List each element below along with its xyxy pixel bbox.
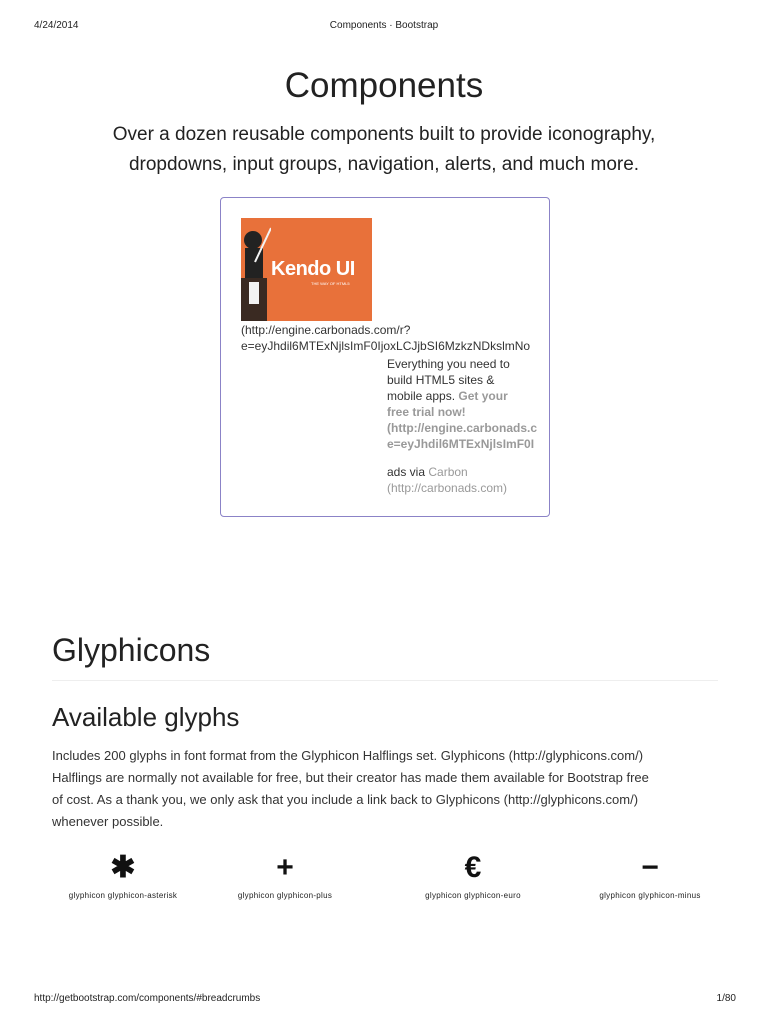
glyph-label: glyphicon glyphicon-minus [599, 891, 701, 900]
page-title: Components [284, 66, 484, 105]
ad-text [387, 356, 550, 452]
glyph-item-asterisk [43, 850, 203, 900]
kendo-warrior-illustration [241, 218, 271, 321]
glyphicons-description: Includes 200 glyphs in font format from the Glyphicon Halflings set. Glyphicons (http://glyphicons.com/) Halflings are normally not available for free, but their creator has made them available for Bootstrap free of cost. As a thank you, we only ask that you include a link back to Glyphicons (http://glyphicons.com/) whenever possible. [52, 748, 649, 829]
glyphicons-heading: Glyphicons [52, 632, 211, 668]
available-glyphs-heading: Available glyphs [52, 702, 240, 732]
print-footer-url: http://getbootstrap.com/components/#breadcrumbs [34, 993, 261, 1004]
section-divider [52, 680, 718, 681]
plus-icon: + [276, 851, 294, 884]
ad-image-url[interactable]: (http://engine.carbonads.com/r? e=eyJhdil6MTExNjlsImF0IjoxLCJjbSI6MzkzNDkslmNo [241, 323, 531, 353]
glyph-label: glyphicon glyphicon-euro [425, 891, 521, 900]
ad-description: Everything you need to build HTML5 sites & mobile apps. [387, 357, 510, 403]
glyph-label: glyphicon glyphicon-asterisk [68, 891, 178, 900]
euro-icon: € [464, 851, 482, 884]
print-date: 4/24/2014 [34, 20, 79, 31]
asterisk-icon: ✱ [110, 851, 136, 884]
page-lead: Over a dozen reusable components built to provide iconography, dropdowns, input groups, navigation, alerts, and much more. [112, 124, 656, 175]
carbon-link[interactable]: Carbon (http://carbonads.com) [387, 465, 508, 495]
print-title: Components · Bootstrap [329, 20, 439, 31]
glyph-item-minus [570, 850, 730, 900]
ad-logo-text: Kendo UI [271, 258, 355, 280]
ad-image-link[interactable] [241, 218, 372, 321]
ad-via-label: ads via [387, 465, 426, 479]
carbon-ad [220, 197, 550, 517]
ad-logo-tagline: THE WAY OF HTML5 [311, 281, 350, 286]
glyph-item-euro [393, 850, 553, 900]
ad-cta-link[interactable]: Get your free trial now! (http://engine.carbonads.c e=eyJhdil6MTExNjlsImF0I [387, 389, 538, 451]
glyph-item-plus [205, 850, 365, 900]
minus-icon: − [641, 851, 659, 884]
print-page-number: 1/80 [716, 993, 736, 1004]
glyph-label: glyphicon glyphicon-plus [237, 891, 333, 900]
ad-via [387, 464, 550, 496]
